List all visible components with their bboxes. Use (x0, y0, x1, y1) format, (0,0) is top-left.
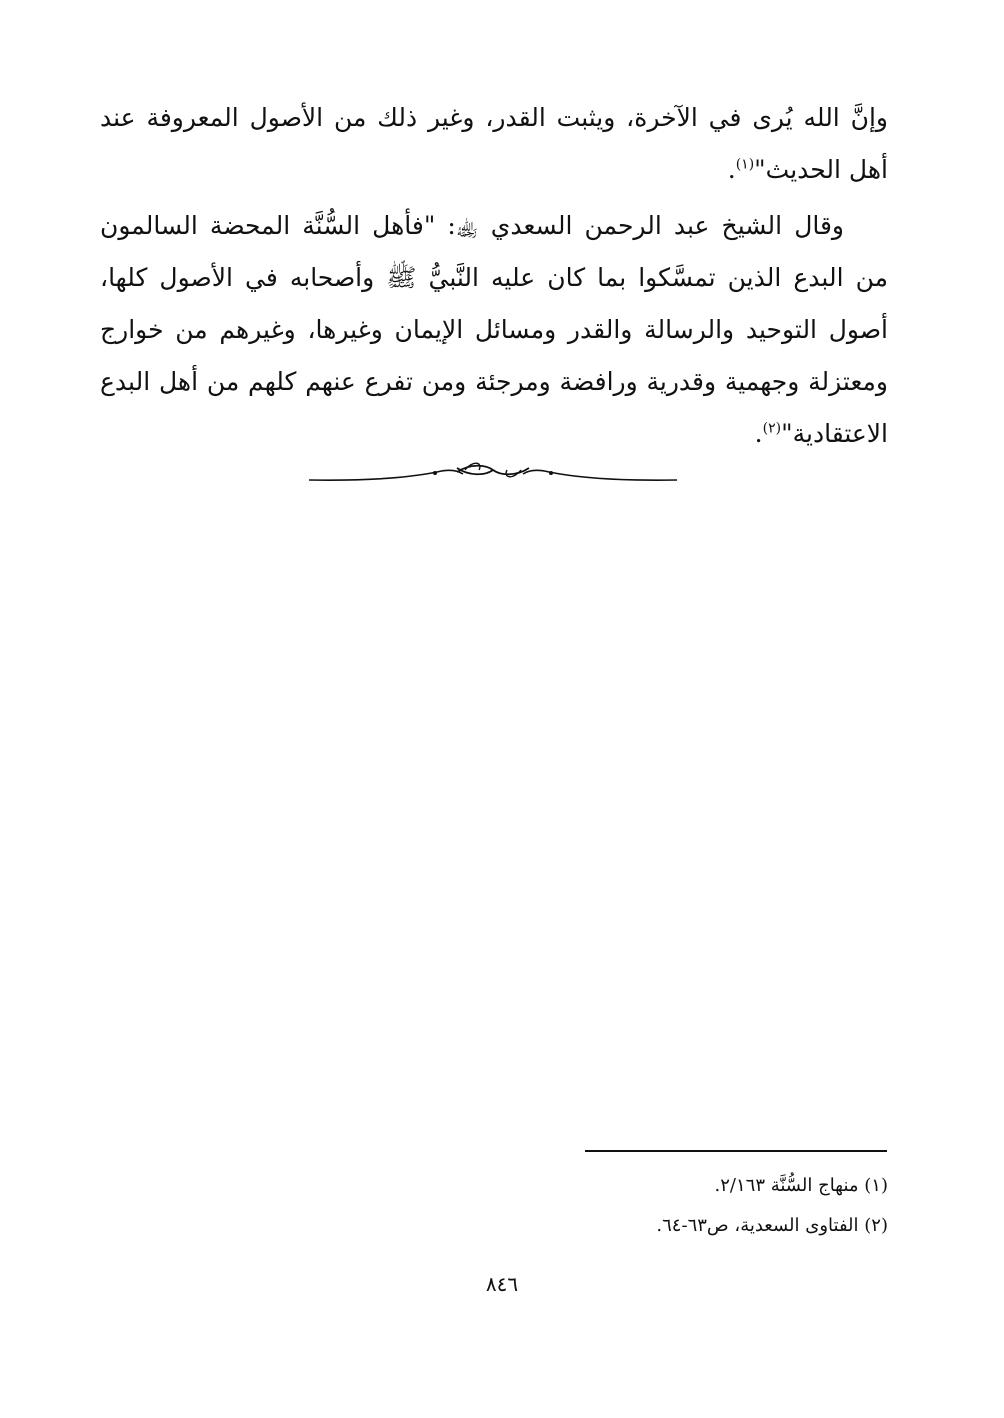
paragraph-2-text: وقال الشيخ عبد الرحمن السعدي ﵀: "فأهل السُّنَّة المحضة السالمون من البدع الذين تمسَّكوا بما كان عليه النَّبيُّ ﷺ وأصحابه في الأصول كلها، أصول التوحيد والرسالة والقدر ومسائل الإيمان وغيرها، وغيرهم من خوارج ومعتزلة وجهمية وقدرية ورافضة ومرجئة ومن تفرع عنهم كلهم من أهل البدع الاعتقادية" (100, 211, 888, 448)
ornament-divider (307, 456, 679, 496)
paragraph-2-end: . (754, 419, 763, 448)
footnote-separator (585, 1150, 887, 1152)
paragraph-2 (100, 200, 888, 460)
body-text (100, 92, 888, 464)
footnote-2: (٢) الفتاوى السعدية، ص٦٣-٦٤. (656, 1215, 888, 1236)
footnote-ref-2: (٢) (762, 420, 782, 437)
footnotes (388, 1166, 888, 1246)
paragraph-1-end: . (727, 155, 736, 184)
paragraph-1 (100, 92, 888, 196)
page-number: ٨٤٦ (485, 1272, 519, 1296)
footnote-1: (١) منهاج السُّنَّة ٢/١٦٣. (714, 1175, 888, 1196)
paragraph-1-text: وإنَّ الله يُرى في الآخرة، ويثبت القدر، وغير ذلك من الأصول المعروفة عند أهل الحديث" (100, 103, 888, 184)
footnote-ref-1: (١) (735, 156, 755, 173)
